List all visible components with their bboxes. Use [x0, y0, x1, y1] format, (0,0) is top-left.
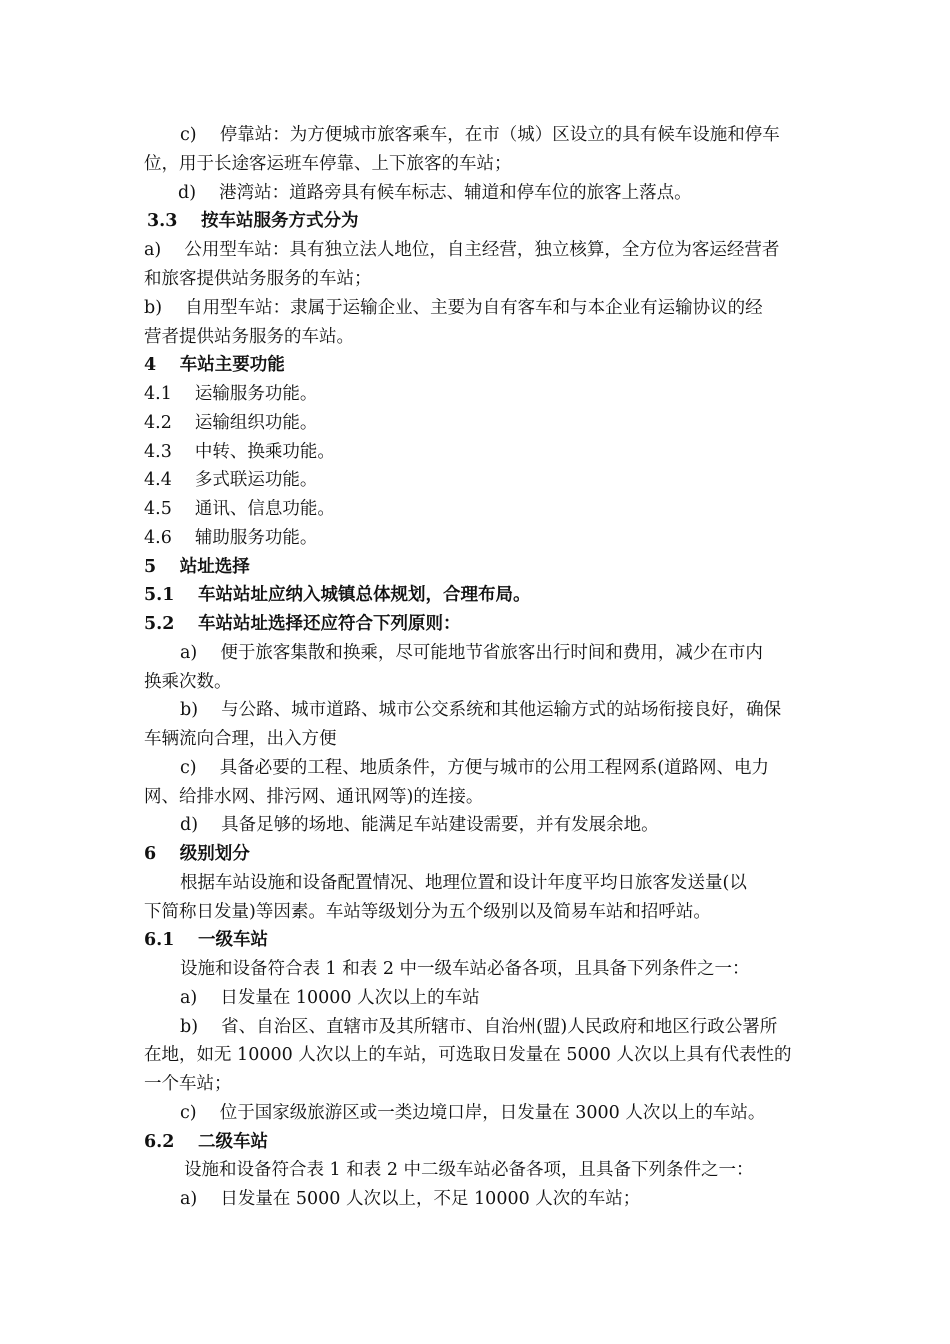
list-item-c-level1: c) 位于国家级旅游区或一类边境口岸，日发量在 3000 人次以上的车站。: [180, 1103, 766, 1123]
list-item-a-level2: a) 日发量在 5000 人次以上，不足 10000 人次的车站；: [180, 1189, 641, 1209]
paragraph-continuation: 网、给排水网、排污网、通讯网等)的连接。: [144, 787, 484, 807]
list-item-b-level1: b) 省、自治区、直辖市及其所辖市、自治州(盟)人民政府和地区行政公署所: [180, 1017, 778, 1037]
list-item-d-site: d) 具备足够的场地、能满足车站建设需要，并有发展余地。: [180, 815, 659, 835]
list-item-a-convenience: a) 便于旅客集散和换乘，尽可能地节省旅客出行时间和费用，减少在市内: [180, 643, 763, 663]
list-item-4-3: 4.3 中转、换乘功能。: [144, 442, 335, 462]
paragraph: 设施和设备符合表 1 和表 2 中一级车站必备各项，且具备下列条件之一：: [180, 959, 750, 979]
paragraph-continuation: 营者提供站务服务的车站。: [144, 327, 354, 347]
list-item-b-private-station: b) 自用型车站：隶属于运输企业、主要为自有客车和与本企业有运输协议的经: [144, 298, 763, 318]
section-heading-3-3: 3.3 按车站服务方式分为: [147, 211, 359, 231]
list-item-b-connection: b) 与公路、城市道路、城市公交系统和其他运输方式的站场衔接良好，确保: [180, 700, 782, 720]
section-heading-4: 4 车站主要功能: [144, 355, 285, 375]
section-heading-5-1: 5.1 车站站址应纳入城镇总体规划，合理布局。: [144, 585, 531, 605]
list-item-4-4: 4.4 多式联运功能。: [144, 470, 318, 490]
list-item-c-engineering: c) 具备必要的工程、地质条件，方便与城市的公用工程网系(道路网、电力: [180, 758, 770, 778]
paragraph-continuation: 和旅客提供站务服务的车站；: [144, 269, 372, 289]
paragraph-continuation: 车辆流向合理，出入方便: [144, 729, 337, 749]
section-heading-5: 5 站址选择: [144, 557, 250, 577]
section-heading-6-1: 6.1 一级车站: [144, 930, 269, 950]
list-item-4-1: 4.1 运输服务功能。: [144, 384, 318, 404]
list-item-4-2: 4.2 运输组织功能。: [144, 413, 318, 433]
paragraph: 设施和设备符合表 1 和表 2 中二级车站必备各项，且具备下列条件之一：: [184, 1160, 754, 1180]
paragraph-continuation: 换乘次数。: [144, 672, 232, 692]
section-heading-5-2: 5.2 车站站址选择还应符合下列原则：: [144, 614, 461, 634]
list-item-c-stop-station: c) 停靠站：为方便城市旅客乘车，在市（城）区设立的具有候车设施和停车: [180, 125, 780, 145]
paragraph-continuation: 下简称日发量)等因素。车站等级划分为五个级别以及简易车站和招呼站。: [144, 902, 711, 922]
list-item-d-bay-station: d) 港湾站：道路旁具有候车标志、辅道和停车位的旅客上落点。: [178, 183, 692, 203]
paragraph-continuation: 在地，如无 10000 人次以上的车站，可选取日发量在 5000 人次以上具有代表性的: [144, 1045, 792, 1065]
section-heading-6-2: 6.2 二级车站: [144, 1132, 269, 1152]
list-item-a-public-station: a) 公用型车站：具有独立法人地位，自主经营，独立核算，全方位为客运经营者: [144, 240, 780, 260]
list-item-a-level1: a) 日发量在 10000 人次以上的车站: [180, 988, 480, 1008]
paragraph: 根据车站设施和设备配置情况、地理位置和设计年度平均日旅客发送量(以: [180, 873, 747, 893]
paragraph-continuation: 位，用于长途客运班车停靠、上下旅客的车站；: [144, 154, 512, 174]
list-item-4-5: 4.5 通讯、信息功能。: [144, 499, 335, 519]
list-item-4-6: 4.6 辅助服务功能。: [144, 528, 318, 548]
section-heading-6: 6 级别划分: [144, 844, 250, 864]
paragraph-continuation: 一个车站；: [144, 1074, 232, 1094]
